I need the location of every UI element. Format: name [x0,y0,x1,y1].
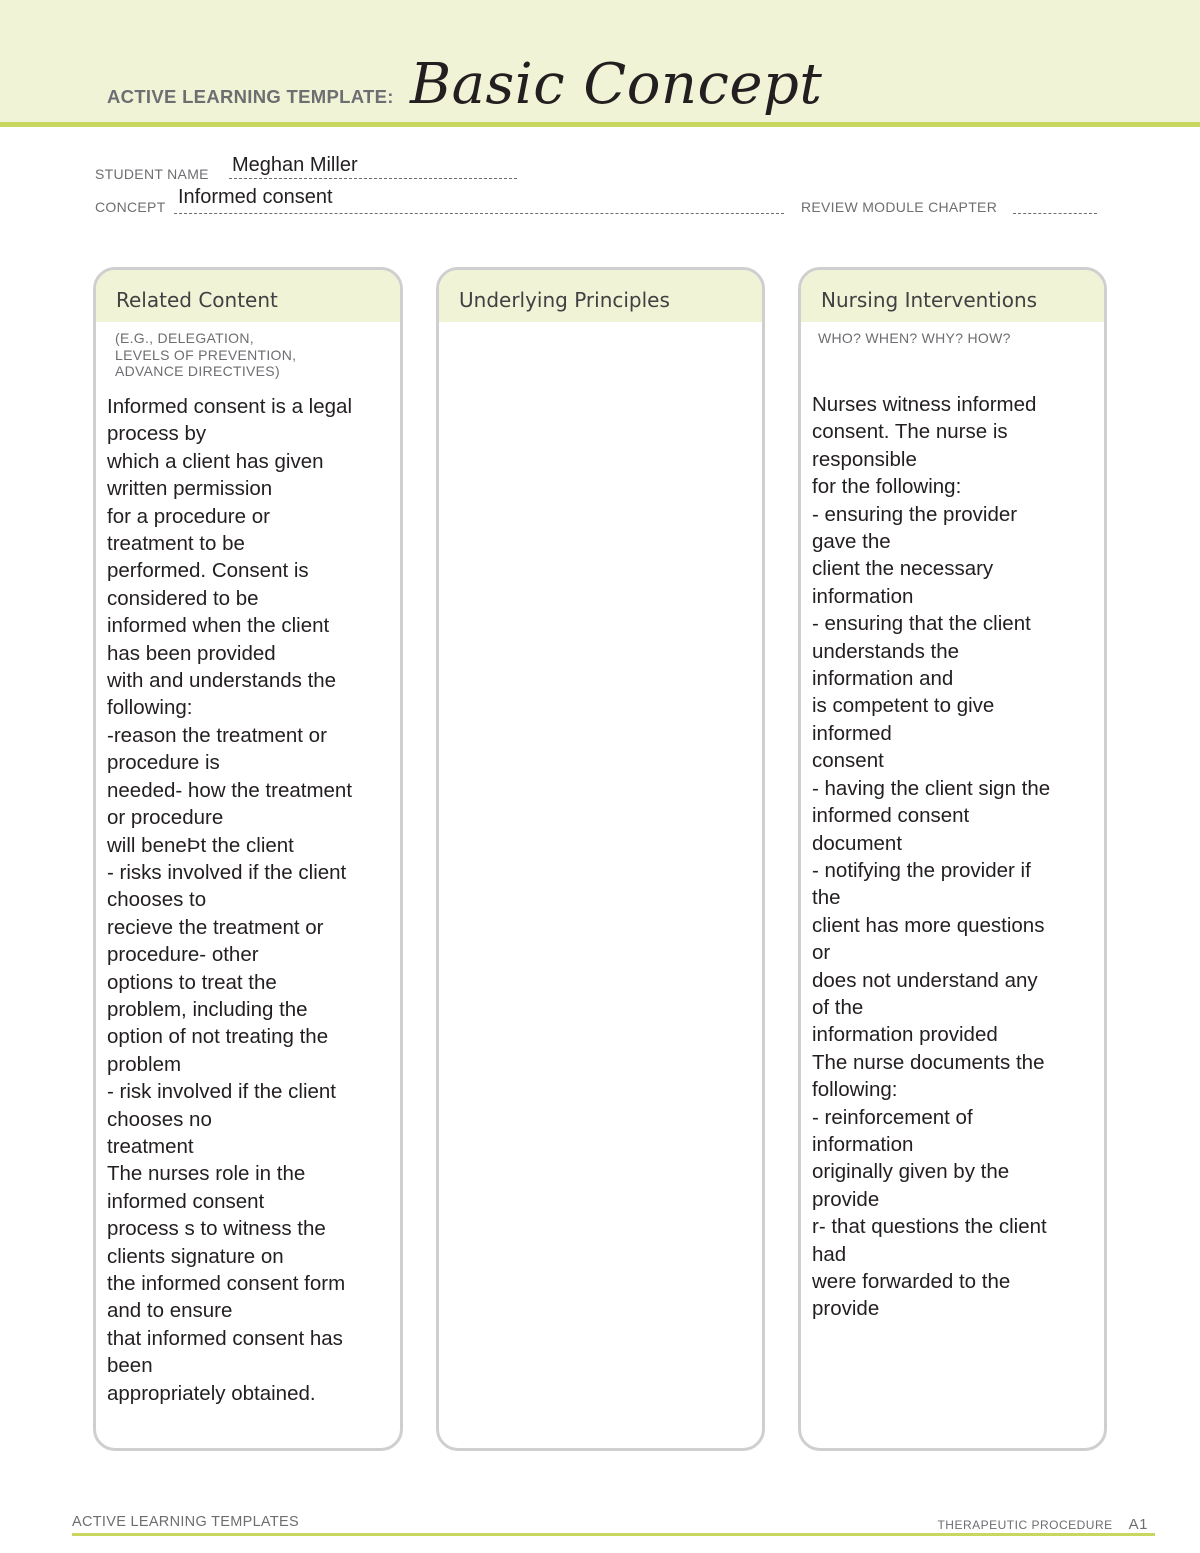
related-content-header [96,270,400,322]
related-content-panel [93,267,403,1451]
footer-right [937,1516,1148,1533]
footer-left-label: ACTIVE LEARNING TEMPLATES [72,1514,299,1530]
footer-page-code: A1 [1128,1516,1148,1533]
nursing-interventions-title: Nursing Interventions [821,288,1038,312]
concept-value[interactable]: Informed consent [178,186,333,208]
concept-line [174,213,784,214]
footer-right-label: THERAPEUTIC PROCEDURE [937,1518,1113,1532]
nursing-interventions-subtitle: WHO? WHEN? WHY? HOW? [818,330,1011,346]
student-name-label: STUDENT NAME [95,166,209,182]
nursing-interventions-header [801,270,1104,322]
underlying-principles-panel [436,267,765,1451]
footer-rule [72,1533,1155,1536]
related-content-title: Related Content [116,288,278,312]
template-label: ACTIVE LEARNING TEMPLATE: [107,86,394,107]
concept-label: CONCEPT [95,199,166,215]
review-module-line[interactable] [1013,213,1097,214]
underlying-principles-header [439,270,762,322]
related-content-body[interactable]: Informed consent is a legal process by which a client has given written permission for a procedure or treatment to be performed. Consent is considered to be informed when the client has been provided with and understands the following: -reason the treatment or procedure is needed- how the treatment or procedure will beneÞt the client - risks involved if the client chooses to recieve the treatment or procedure- other options to treat the problem, including the option of not treating the problem - risk involved if the client chooses no treatment The nurses role in the informed consent process s to witness the clients signature on the informed consent form and to ensure that informed consent has been appropriately obtained. [107,395,353,1405]
student-name-line [229,178,517,179]
review-module-label: REVIEW MODULE CHAPTER [801,199,998,215]
nursing-interventions-panel [798,267,1107,1451]
student-name-value[interactable]: Meghan Miller [232,154,358,176]
related-content-subtitle: (E.G., DELEGATION, LEVELS OF PREVENTION, ADVANCE DIRECTIVES) [115,330,297,379]
nursing-interventions-body[interactable]: Nurses witness informed consent. The nurse is responsible for the following: - ensuring the provider gave the client the necessary information - ensuring that the client understands the information and is competent to give informed consent - having the client sign the informed consent document - notifying the provider if the client has more questions or does not understand any of the information provided The nurse documents the following: - reinforcement of information originally given by the provide r- that questions the client had were forwarded to the provide [812,393,1051,1321]
header-rule [0,122,1200,127]
template-title: Basic Concept [410,52,823,117]
underlying-principles-title: Underlying Principles [459,288,670,312]
